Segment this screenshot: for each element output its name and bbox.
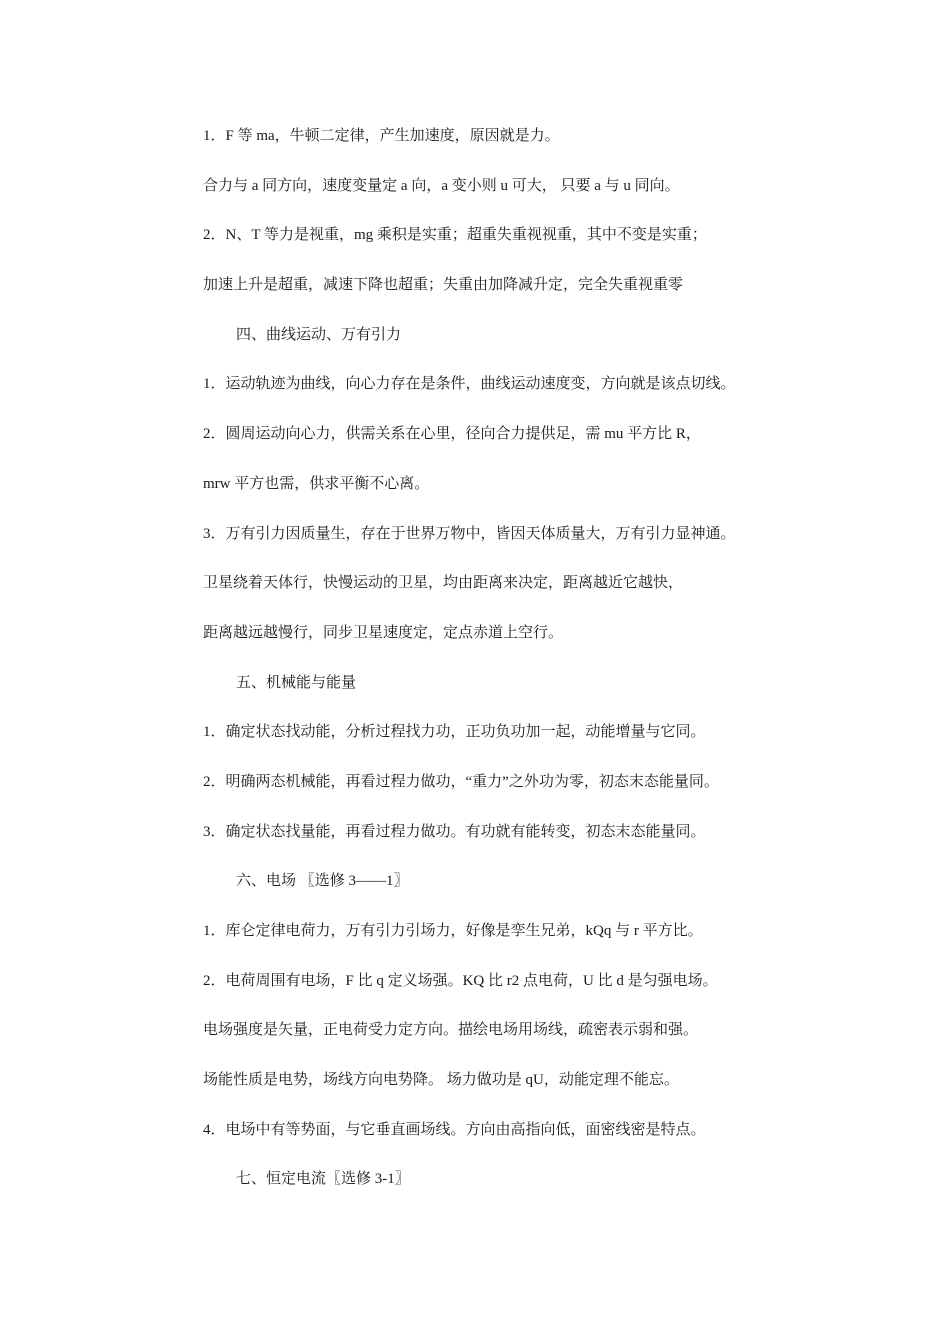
list-item: 2．电荷周围有电场，F 比 q 定义场强。KQ 比 r2 点电荷，U 比 d 是匀强电场。 — [203, 972, 718, 989]
list-item: 4．电场中有等势面，与它垂直画场线。方向由高指向低，面密线密是特点。 — [203, 1121, 706, 1138]
list-item: 1．F 等 ma，牛顿二定律，产生加速度，原因就是力。 — [203, 128, 560, 144]
paragraph-line: mrw 平方也需，供求平衡不心离。 — [203, 475, 430, 492]
section-heading-electric-field: 六、电场 〖选修 3——1〗 — [236, 873, 409, 890]
section-heading-mechanical-energy: 五、机械能与能量 — [236, 674, 357, 691]
list-item: 3．万有引力因质量生，存在于世界万物中，皆因天体质量大，万有引力显神通。 — [203, 525, 736, 542]
section-heading-constant-current: 七、恒定电流〖选修 3-1〗 — [236, 1171, 410, 1188]
paragraph-line: 合力与 a 同方向，速度变量定 a 向，a 变小则 u 可大， 只要 a 与 u 同向。 — [203, 177, 680, 194]
section-heading-curvilinear-motion: 四、曲线运动、万有引力 — [236, 326, 402, 343]
list-item: 2．圆周运动向心力，供需关系在心里，径向合力提供足，需 mu 平方比 R， — [203, 426, 701, 443]
list-item: 2．N、T 等力是视重，mg 乘积是实重；超重失重视视重，其中不变是实重； — [203, 227, 707, 244]
paragraph-line: 卫星绕着天体行，快慢运动的卫星，均由距离来决定，距离越近它越快， — [203, 575, 684, 592]
list-item: 1．确定状态找动能，分析过程找力功，正功负功加一起，动能增量与它同。 — [203, 724, 706, 741]
paragraph-line: 电场强度是矢量，正电荷受力定方向。描绘电场用场线，疏密表示弱和强。 — [203, 1022, 699, 1039]
paragraph-line: 场能性质是电势，场线方向电势降。 场力做功是 qU，动能定理不能忘。 — [203, 1072, 679, 1089]
list-item: 3．确定状态找量能，再看过程力做功。有功就有能转变，初态末态能量同。 — [203, 823, 706, 840]
document-body — [203, 121, 823, 1214]
paragraph-line: 距离越远越慢行，同步卫星速度定，定点赤道上空行。 — [203, 624, 564, 641]
list-item: 1．运动轨迹为曲线，向心力存在是条件，曲线运动速度变，方向就是该点切线。 — [203, 376, 736, 393]
paragraph-line: 加速上升是超重，减速下降也超重；失重由加降减升定，完全失重视重零 — [203, 277, 684, 294]
list-item: 1．库仑定律电荷力，万有引力引场力，好像是孪生兄弟，kQq 与 r 平方比。 — [203, 923, 703, 939]
list-item: 2．明确两态机械能，再看过程力做功，“重力”之外功为零，初态末态能量同。 — [203, 773, 719, 790]
